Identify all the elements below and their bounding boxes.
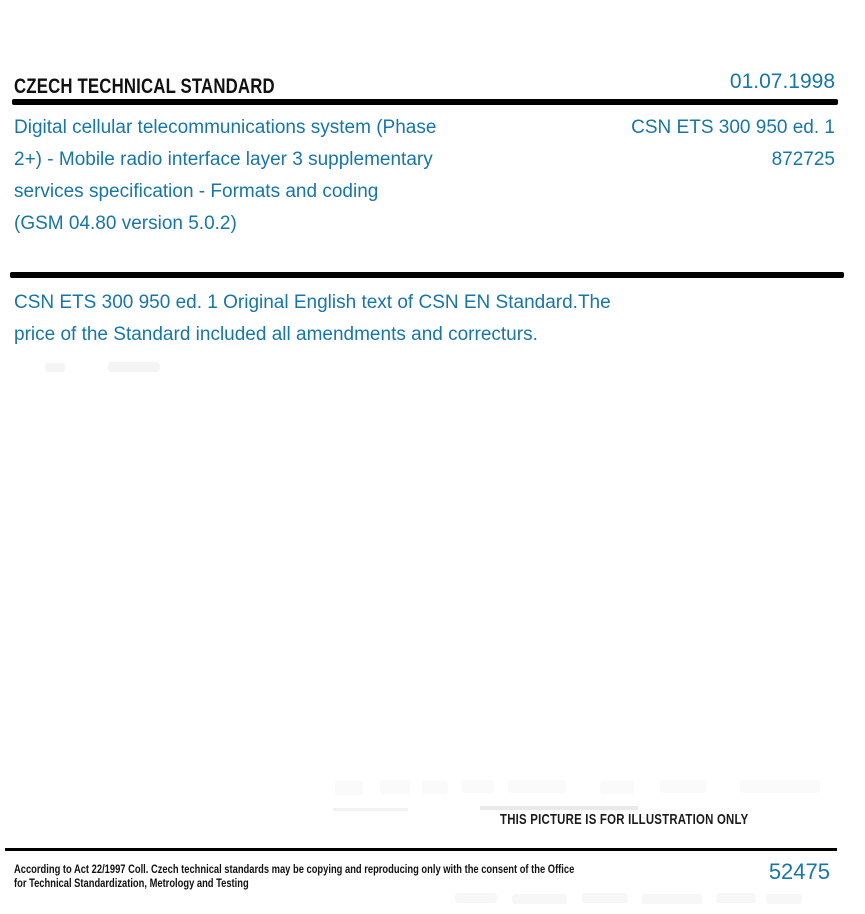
faint-underline bbox=[333, 808, 408, 811]
standard-title-line: services specification - Formats and coding bbox=[14, 181, 379, 202]
legal-line: for Technical Standardization, Metrology and Testing bbox=[14, 876, 249, 890]
standard-reference bbox=[631, 112, 835, 176]
faint-underline bbox=[480, 806, 638, 810]
faint-watermark bbox=[422, 781, 448, 794]
faint-watermark bbox=[462, 780, 494, 793]
copyright-legal-text bbox=[14, 862, 574, 890]
legal-line: According to Act 22/1997 Coll. Czech technical standards may be copying and reproducing only with the consent of the Office bbox=[14, 862, 575, 876]
description-line: price of the Standard included all amendments and correcturs. bbox=[14, 324, 538, 345]
catalog-number: 872725 bbox=[771, 149, 835, 170]
illustration-only-notice: THIS PICTURE IS FOR ILLUSTRATION ONLY bbox=[500, 811, 749, 828]
top-divider-rule bbox=[12, 99, 838, 105]
middle-divider-rule bbox=[10, 272, 844, 278]
faint-watermark bbox=[600, 781, 634, 794]
description-line: CSN ETS 300 950 ed. 1 Original English text of CSN EN Standard.The bbox=[14, 292, 611, 313]
standard-title-line: 2+) - Mobile radio interface layer 3 supplementary bbox=[14, 149, 433, 170]
faint-watermark bbox=[508, 780, 566, 793]
faint-watermark bbox=[108, 362, 160, 372]
faint-watermark bbox=[766, 894, 802, 904]
faint-watermark bbox=[380, 780, 410, 794]
standard-title-line: (GSM 04.80 version 5.0.2) bbox=[14, 213, 237, 234]
publication-date: 01.07.1998 bbox=[729, 70, 835, 93]
faint-watermark bbox=[45, 363, 65, 372]
bottom-divider-rule bbox=[5, 848, 837, 851]
faint-watermark bbox=[660, 780, 706, 793]
faint-watermark bbox=[642, 894, 702, 904]
document-number: 52475 bbox=[768, 859, 830, 884]
faint-watermark bbox=[740, 780, 820, 793]
faint-watermark bbox=[582, 893, 628, 903]
standard-description bbox=[14, 287, 774, 351]
faint-watermark bbox=[716, 893, 756, 903]
standard-designation: CSN ETS 300 950 ed. 1 bbox=[631, 117, 835, 138]
faint-watermark bbox=[455, 893, 497, 903]
page-title: CZECH TECHNICAL STANDARD bbox=[14, 75, 275, 98]
faint-watermark bbox=[512, 894, 567, 904]
standard-title-line: Digital cellular telecommunications system (Phase bbox=[14, 117, 437, 138]
faint-watermark bbox=[335, 781, 363, 795]
standard-title bbox=[14, 112, 534, 240]
